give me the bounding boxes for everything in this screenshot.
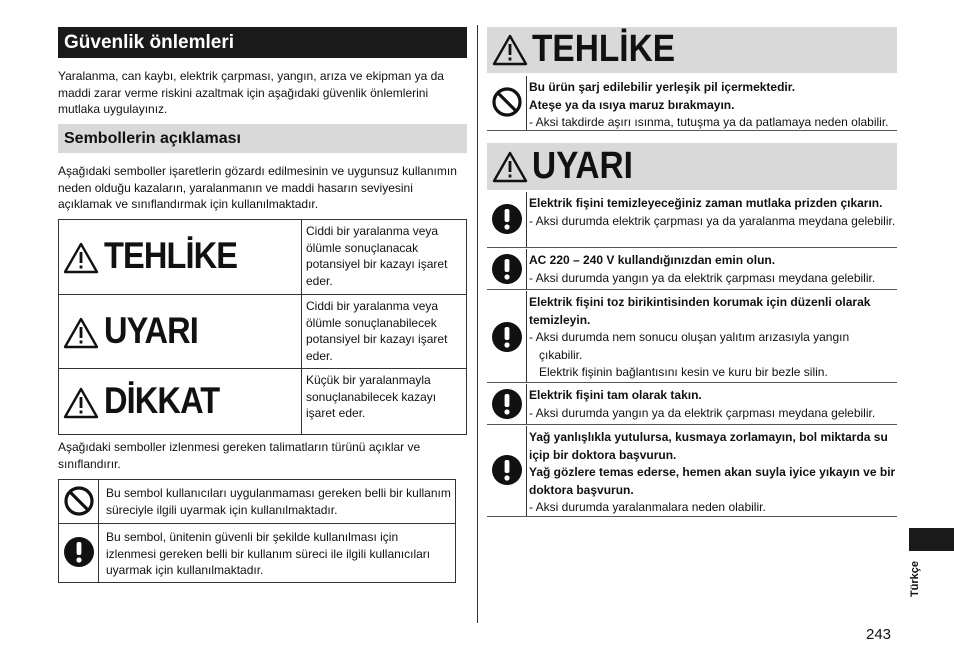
- warning-header: [487, 143, 897, 190]
- mandatory-icon: [63, 536, 95, 568]
- symbols-title: Sembollerin açıklaması: [58, 124, 467, 153]
- page-number: 243: [866, 626, 892, 643]
- symbol-row-mandatory: [59, 524, 455, 582]
- mandatory-icon: [491, 321, 523, 353]
- danger-item: [487, 76, 897, 131]
- warning-item-note: çıkabilir.: [539, 347, 583, 362]
- warning-triangle-icon: [63, 387, 99, 419]
- intro-paragraph: Yaralanma, can kaybı, elektrik çarpması, yangın, arıza ve ekipman ya da maddi zarar verme riskini azaltmak için aşağıdaki güvenlik önlemlerini mutlaka uygulayınız.: [58, 69, 444, 116]
- signal-word-warning: UYARI: [104, 310, 198, 351]
- warning-item-bold: Yağ gözlere temas ederse, hemen akan suyla iyice yıkayın ve bir doktora başvurun.: [529, 465, 896, 497]
- warning-triangle-icon: [492, 151, 528, 183]
- signal-desc-warning: Ciddi bir yaralanma veya ölümle sonuçlanabilecek potansiyel bir kazayı işaret eder.: [306, 299, 448, 363]
- warning-item-bold: Elektrik fişini tam olarak takın.: [529, 388, 702, 402]
- symbol-desc-mandatory: Bu sembol, ünitenin güvenli bir şekilde kullanılması için izlenmesi gereken belli bir kullanım süreci ile ilgili kullanıcıları uyarmak için kullanılmaktadır.: [106, 530, 431, 577]
- signal-word-danger: TEHLİKE: [104, 235, 238, 276]
- signal-row-warning: [59, 295, 466, 369]
- warning-item-bold: AC 220 – 240 V kullandığınızdan emin olun.: [529, 253, 776, 267]
- danger-item-bold: Bu ürün şarj edilebilir yerleşik pil içermektedir.: [529, 80, 796, 94]
- signal-row-caution: [59, 369, 466, 435]
- language-label: Türkçe: [909, 560, 921, 598]
- prohibition-icon: [491, 86, 523, 118]
- warning-item-note: - Aksi durumda nem sonucu oluşan yalıtım arızasıyla yangın: [529, 330, 850, 344]
- warning-item-bold: Elektrik fişini toz birikintisinden korumak için düzenli olarak temizleyin.: [529, 295, 871, 327]
- warning-triangle-icon: [492, 34, 528, 66]
- warning-item: [487, 426, 897, 517]
- column-divider: [477, 25, 478, 623]
- danger-title: TEHLİKE: [532, 28, 676, 70]
- warning-item: [487, 291, 897, 383]
- danger-item-bold: Ateşe ya da ısıya maruz bırakmayın.: [529, 97, 735, 112]
- warning-triangle-icon: [63, 317, 99, 349]
- warning-item-bold: Elektrik fişini temizleyeceğiniz zaman mutlaka prizden çıkarın.: [529, 196, 883, 210]
- danger-item-note: - Aksi takdirde aşırı ısınma, tutuşma ya da patlamaya neden olabilir.: [529, 115, 889, 129]
- instructions-intro: Aşağıdaki semboller izlenmesi gereken talimatların türünü açıklar ve sınıflandırır.: [58, 440, 421, 471]
- warning-item-note: - Aksi durumda yangın ya da elektrik çarpması meydana gelebilir.: [529, 405, 876, 420]
- language-tab-marker: [909, 528, 954, 551]
- signal-word-table: [58, 219, 467, 435]
- signal-row-danger: [59, 220, 466, 295]
- warning-triangle-icon: [63, 242, 99, 274]
- prohibition-icon: [63, 485, 95, 517]
- instruction-symbol-table: [58, 479, 456, 583]
- signal-desc-danger: Ciddi bir yaralanma veya ölümle sonuçlanacak potansiyel bir kazayı işaret eder.: [306, 224, 448, 288]
- warning-item-note: - Aksi durumda yangın ya da elektrik çarpması meydana gelebilir.: [529, 270, 876, 285]
- warning-item-note: - Aksi durumda elektrik çarpması ya da yaralanma meydana gelebilir.: [529, 213, 896, 228]
- warning-item: [487, 384, 897, 425]
- warning-item-bold: Yağ yanlışlıkla yutulursa, kusmaya zorlamayın, bol miktarda su içip bir doktora başvurun.: [529, 430, 888, 462]
- section-title: Güvenlik önlemleri: [58, 27, 467, 58]
- signal-desc-caution: Küçük bir yaralanmayla sonuçlanabilecek kazayı işaret eder.: [306, 373, 437, 420]
- danger-header: [487, 27, 897, 73]
- warning-title: UYARI: [532, 145, 633, 187]
- warning-item: [487, 249, 897, 290]
- mandatory-icon: [491, 203, 523, 235]
- signal-word-caution: DİKKAT: [104, 380, 220, 421]
- warning-item-note: Elektrik fişinin bağlantısını kesin ve kuru bir bezle silin.: [539, 365, 828, 379]
- warning-item: [487, 192, 897, 248]
- mandatory-icon: [491, 253, 523, 285]
- warning-item-note: - Aksi durumda yaralanmalara neden olabilir.: [529, 500, 766, 514]
- mandatory-icon: [491, 454, 523, 486]
- symbol-desc-prohibition: Bu sembol kullanıcıları uygulanmaması gereken belli bir kullanım süreciyle ilgili uyarmak için kullanılmaktadır.: [106, 486, 451, 517]
- symbols-intro: Aşağıdaki semboller işaretlerin gözardı edilmesinin ve uygunsuz kullanımın neden olduğu kazaların, yaralanmanın ve maddi hasarın seviyesini açıklamak ve sınıflandırmak için kullanılmaktadır.: [58, 164, 457, 211]
- symbol-row-prohibition: [59, 480, 455, 524]
- mandatory-icon: [491, 388, 523, 420]
